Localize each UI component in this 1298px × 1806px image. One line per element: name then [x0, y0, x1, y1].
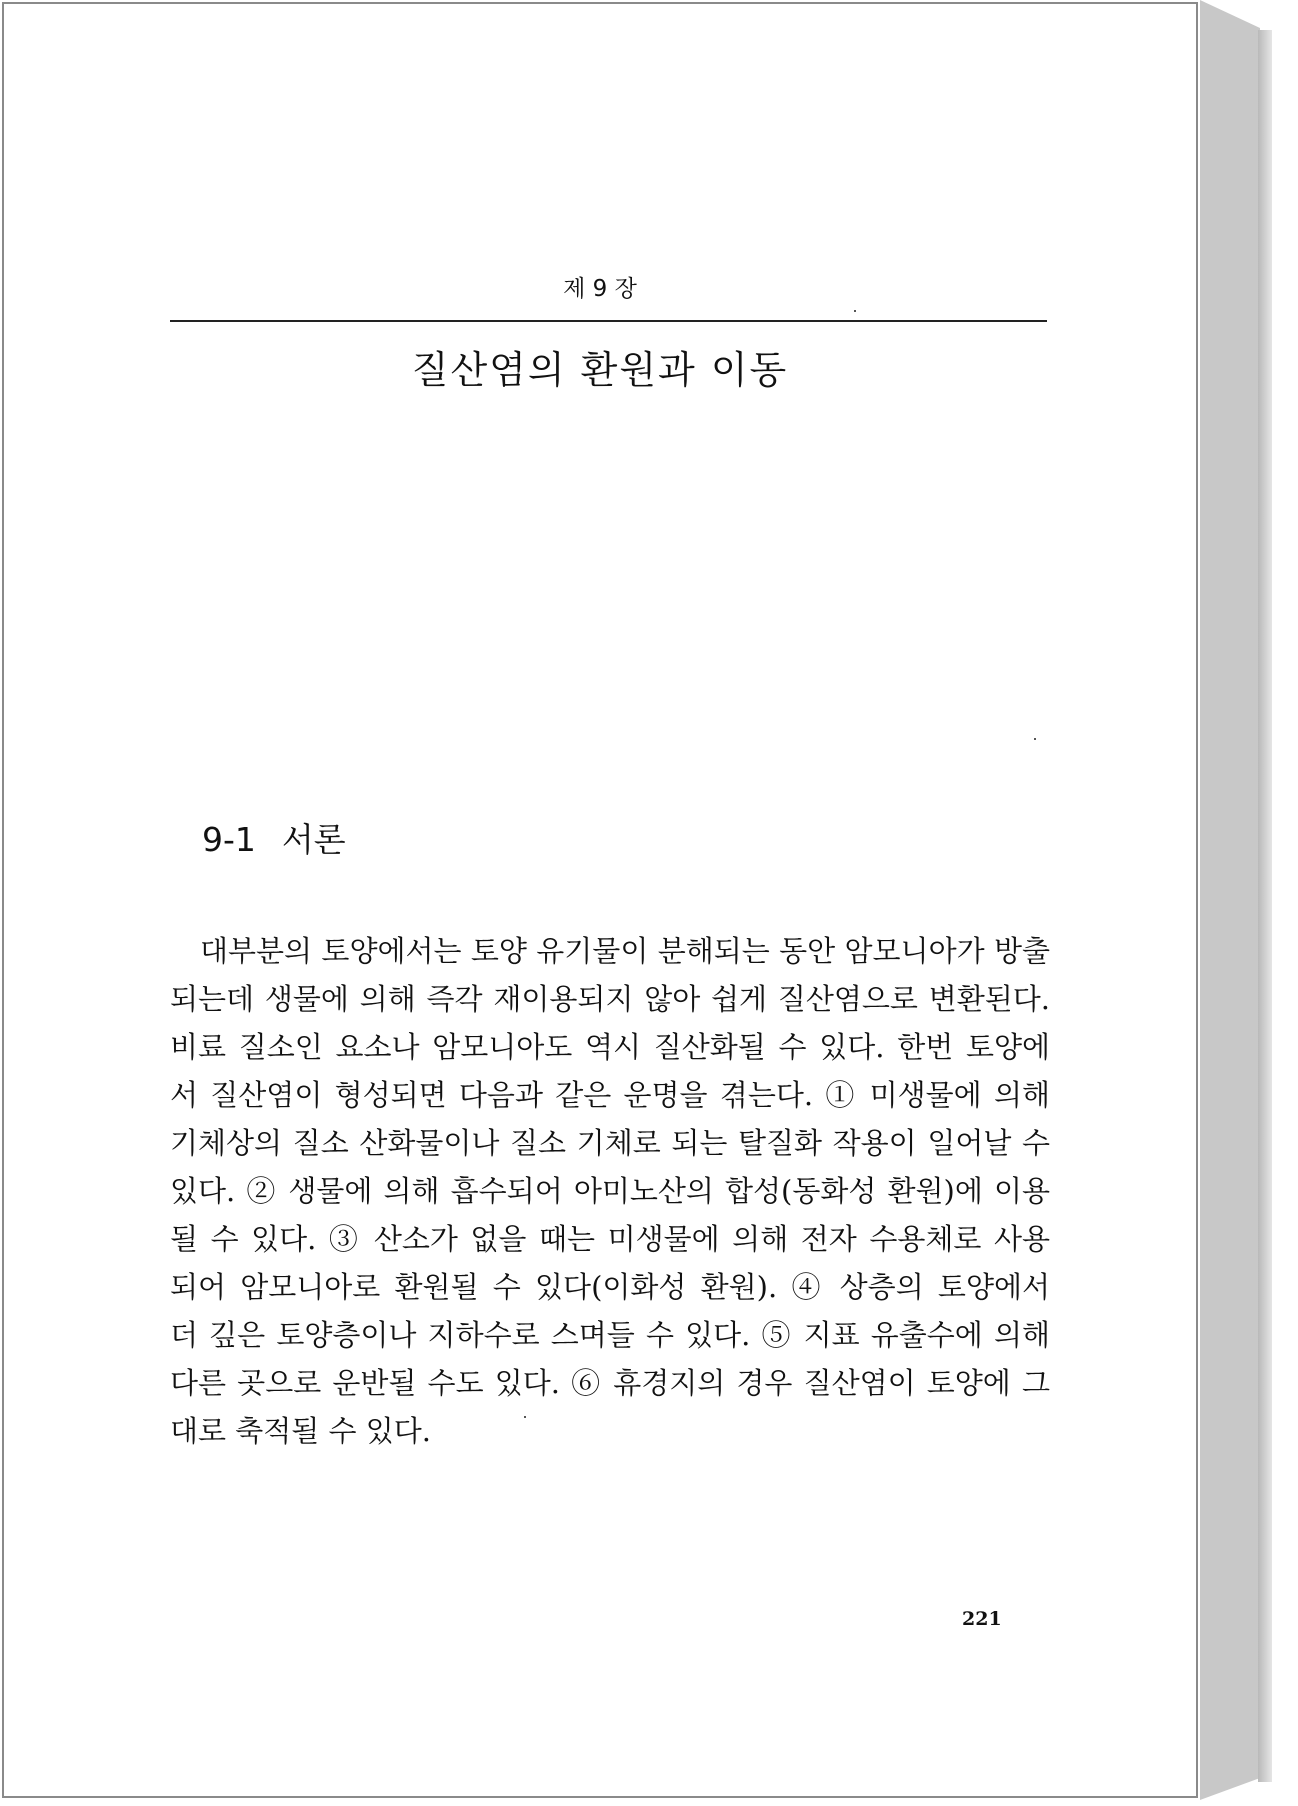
body-line: 되어 암모니아로 환원될 수 있다(이화성 환원). ④ 상층의 토양에서 [170, 1270, 1050, 1304]
page-number: 221 [962, 1608, 1002, 1630]
section-heading [202, 814, 346, 861]
print-speck [854, 310, 856, 312]
chapter-title: 질산염의 환원과 이동 [411, 348, 789, 392]
book-page [2, 2, 1198, 1798]
section-title: 서론 [281, 820, 346, 859]
section-number: 9-1 [202, 820, 256, 859]
chapter-divider [170, 320, 1047, 322]
book-side-edge [1200, 0, 1260, 1800]
body-line: 기체상의 질소 산화물이나 질소 기체로 되는 탈질화 작용이 일어날 수 [170, 1126, 1050, 1160]
body-line: 대로 축적될 수 있다. [170, 1414, 431, 1448]
body-line: 대부분의 토양에서는 토양 유기물이 분해되는 동안 암모니아가 방출 [200, 934, 1050, 968]
chapter-label: 제 9 장 [563, 276, 637, 302]
print-speck [1034, 738, 1036, 740]
body-line: 있다. ② 생물에 의해 흡수되어 아미노산의 합성(동화성 환원)에 이용 [170, 1174, 1050, 1208]
body-line: 서 질산염이 형성되면 다음과 같은 운명을 겪는다. ① 미생물에 의해 [170, 1078, 1050, 1112]
body-line: 될 수 있다. ③ 산소가 없을 때는 미생물에 의해 전자 수용체로 사용 [170, 1222, 1050, 1256]
body-line: 더 깊은 토양층이나 지하수로 스며들 수 있다. ⑤ 지표 유출수에 의해 [170, 1318, 1050, 1352]
book-side-shadow [1258, 30, 1272, 1782]
body-paragraph [170, 927, 1050, 1455]
body-line: 다른 곳으로 운반될 수도 있다. ⑥ 휴경지의 경우 질산염이 토양에 그 [170, 1366, 1050, 1400]
body-line: 되는데 생물에 의해 즉각 재이용되지 않아 쉽게 질산염으로 변환된다. [170, 982, 1050, 1016]
body-line: 비료 질소인 요소나 암모니아도 역시 질산화될 수 있다. 한번 토양에 [170, 1030, 1050, 1064]
